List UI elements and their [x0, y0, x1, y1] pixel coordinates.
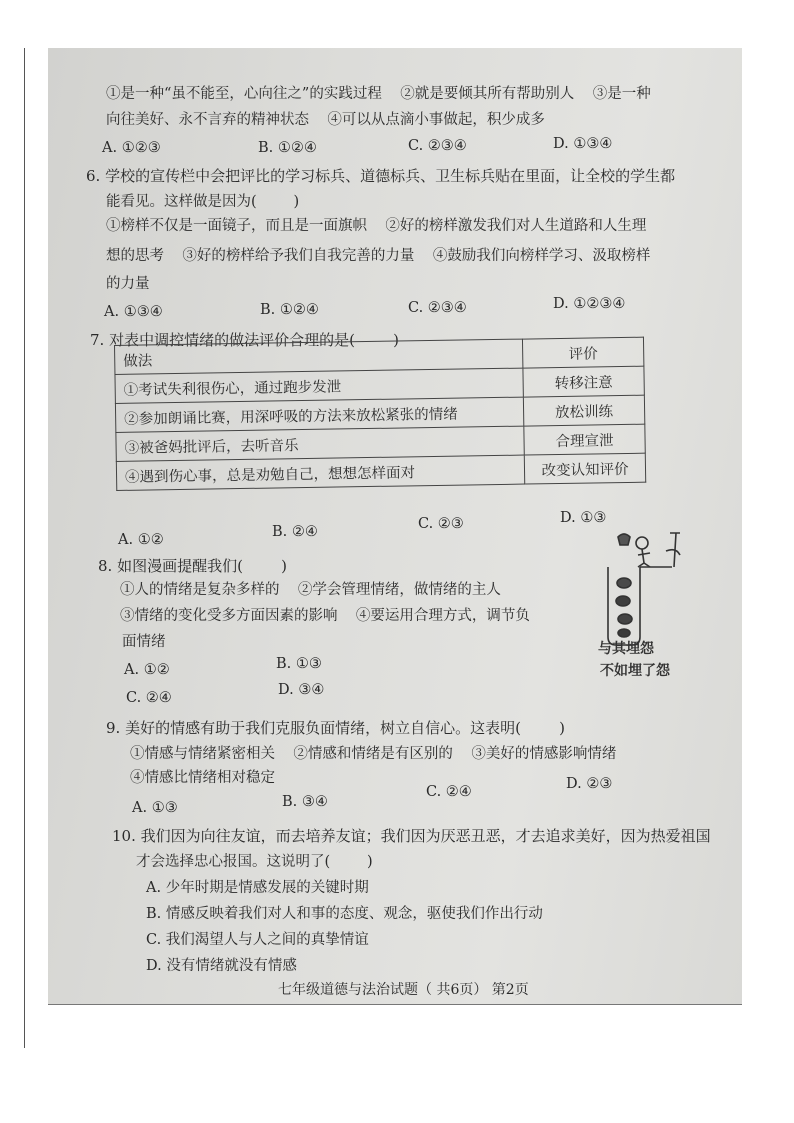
q10-stem-line-1: 10. 我们因为向往友谊，而去培养友谊；我们因为厌恶丑恶，才去追求美好，因为热爱祖国 — [112, 827, 711, 845]
table-header-evaluation: 评价 — [522, 337, 643, 368]
q8-statement-line-1: ①人的情绪是复杂多样的 ②学会管理情绪，做情绪的主人 — [120, 582, 501, 598]
q10-option-d: D. 没有情绪就没有情感 — [146, 958, 297, 974]
table-cell-evaluation: 转移注意 — [523, 366, 644, 397]
emotion-regulation-table — [114, 337, 646, 491]
q9-statement-line-1: ①情感与情绪紧密相关 ②情感和情绪是有区别的 ③美好的情感影响情绪 — [130, 746, 617, 762]
q7-option-d: D. ①③ — [560, 510, 607, 526]
q7-stem: 7. 对表中调控情绪的做法评价合理的是( ) — [90, 331, 399, 349]
q8-option-c: C. ②④ — [126, 690, 172, 706]
q6-option-d: D. ①②③④ — [553, 296, 626, 312]
table-cell-method: ④遇到伤心事，总是劝勉自己，想想怎样面对 — [116, 455, 524, 490]
q5-option-d: D. ①③④ — [553, 136, 613, 152]
q5-option-a: A. ①②③ — [102, 140, 161, 156]
left-margin-line — [24, 48, 25, 1048]
q8-statement-line-2: ③情绪的变化受多方面因素的影响 ④要运用合理方式，调节负 — [120, 608, 530, 624]
q8-option-a: A. ①② — [124, 662, 170, 678]
q10-option-c: C. 我们渴望人与人之间的真挚情谊 — [146, 932, 369, 948]
q8-option-d: D. ③④ — [278, 682, 325, 698]
table-cell-method: ③被爸妈批评后，去听音乐 — [116, 426, 524, 461]
table-cell-evaluation: 改变认知评价 — [524, 453, 645, 484]
q7-option-a: A. ①② — [118, 532, 164, 548]
q6-stem-line-2: 能看见。这样做是因为( ) — [106, 194, 300, 210]
q6-option-a: A. ①③④ — [104, 304, 163, 320]
q5-option-b: B. ①②④ — [258, 140, 317, 156]
table-cell-method: ②参加朗诵比赛，用深呼吸的方法来放松紧张的情绪 — [115, 397, 523, 432]
q9-option-b: B. ③④ — [282, 794, 328, 810]
q8-statement-line-3: 面情绪 — [122, 634, 166, 650]
table-cell-evaluation: 放松训练 — [523, 395, 644, 426]
q6-option-b: B. ①②④ — [260, 302, 319, 318]
cartoon-caption-line-1: 与其埋怨 — [598, 641, 654, 657]
table-cell-method: ①考试失利很伤心，通过跑步发泄 — [115, 368, 523, 403]
q5-option-c: C. ②③④ — [408, 138, 467, 154]
q9-stem: 9. 美好的情感有助于我们克服负面情绪，树立自信心。这表明( ) — [106, 719, 565, 737]
q6-statement-line-1: ①榜样不仅是一面镜子，而且是一面旗帜 ②好的榜样激发我们对人生道路和人生理 — [106, 218, 647, 234]
table-cell-evaluation: 合理宣泄 — [524, 424, 645, 455]
q10-stem-line-2: 才会选择忠心报国。这说明了( ) — [136, 854, 373, 870]
q6-option-c: C. ②③④ — [408, 300, 467, 316]
q5-statement-line-2: 向往美好、永不言弃的精神状态 ④可以从点滴小事做起，积少成多 — [106, 112, 545, 128]
table-header-method: 做法 — [115, 339, 523, 374]
q6-statement-line-2: 想的思考 ③好的榜样给予我们自我完善的力量 ④鼓励我们向榜样学习、汲取榜样 — [106, 248, 651, 264]
q7-option-b: B. ②④ — [272, 524, 318, 540]
q6-stem-line-1: 6. 学校的宣传栏中会把评比的学习标兵、道德标兵、卫生标兵贴在里面，让全校的学生都 — [86, 167, 676, 185]
q10-option-b: B. 情感反映着我们对人和事的态度、观念，驱使我们作出行动 — [146, 906, 543, 922]
q6-statement-line-3: 的力量 — [106, 276, 150, 292]
q8-stem: 8. 如图漫画提醒我们( ) — [98, 557, 287, 575]
q5-statement-line-1: ①是一种“虽不能至，心向往之”的实践过程 ②就是要倾其所有帮助别人 ③是一种 — [106, 86, 651, 102]
q8-option-b: B. ①③ — [276, 656, 322, 672]
q9-option-a: A. ①③ — [132, 800, 178, 816]
q10-option-a: A. 少年时期是情感发展的关键时期 — [146, 880, 369, 896]
bottom-border-line — [48, 1004, 742, 1005]
q9-option-d: D. ②③ — [566, 776, 613, 792]
page-footer: 七年级道德与法治试题（ 共6页） 第2页 — [278, 982, 529, 998]
cartoon-caption-line-2: 不如埋了怨 — [600, 663, 670, 679]
q7-option-c: C. ②③ — [418, 516, 464, 532]
q9-option-c: C. ②④ — [426, 784, 472, 800]
q9-statement-line-2: ④情感比情绪相对稳定 — [130, 770, 275, 786]
